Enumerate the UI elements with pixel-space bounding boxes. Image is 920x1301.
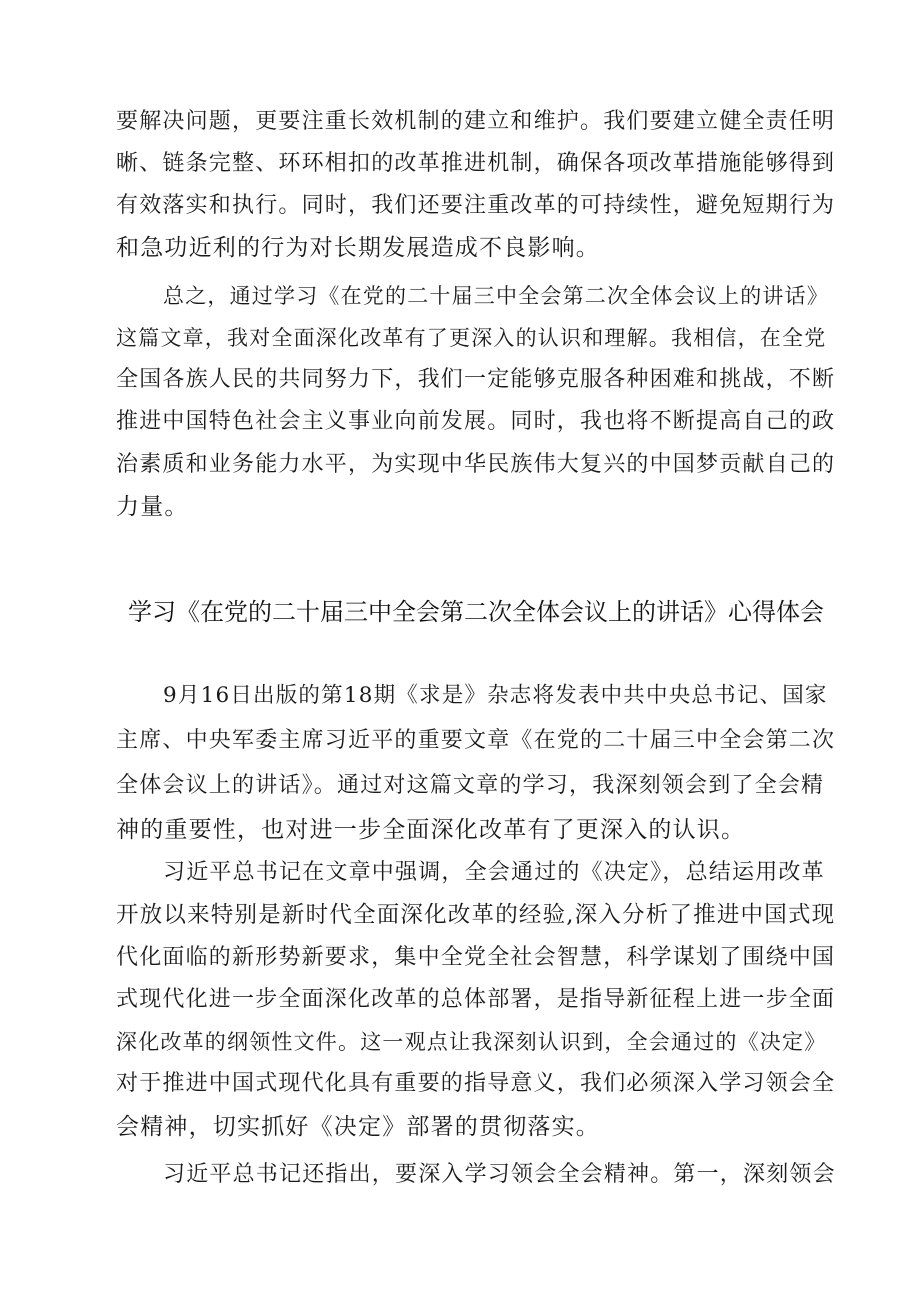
paragraph-line: 和急功近利的行为对长期发展造成不良影响。 <box>116 235 600 261</box>
paragraph-line: 会精神，切实抓好《决定》部署的贯彻落实。 <box>116 1114 600 1140</box>
paragraph-line: 全国各族人民的共同努力下，我们一定能够克服各种困难和挑战，不断 <box>116 367 836 392</box>
paragraph-line: 要解决问题，更要注重长效机制的建立和维护。我们要建立健全责任明 <box>116 109 836 134</box>
paragraph-line: 习近平总书记在文章中强调，全会通过的《决定》，总结运用改革 <box>163 860 825 885</box>
paragraph-line: 全体会议上的讲话》。通过对这篇文章的学习，我深刻领会到了全会精 <box>116 773 825 798</box>
paragraph-line: 深化改革的纲领性文件。这一观点让我深刻认识到，全会通过的《决定》 <box>116 1030 827 1054</box>
paragraph-line: 推进中国特色社会主义事业向前发展。同时，我也将不断提高自己的政 <box>116 409 836 434</box>
paragraph-line: 这篇文章，我对全面深化改革有了更深入的认识和理解。我相信，在全党 <box>116 326 827 350</box>
paragraph-line: 主席、中央军委主席习近平的重要文章《在党的二十届三中全会第二次 <box>116 728 836 753</box>
paragraph-line: 式现代化进一步全面深化改革的总体部署，是指导新征程上进一步全面 <box>116 987 836 1012</box>
paragraph-line: 习近平总书记还指出，要深入学习领会全会精神。第一，深刻领会 <box>163 1162 836 1187</box>
article-heading: 学习《在党的二十届三中全会第二次全体会议上的讲话》心得体会 <box>128 598 824 626</box>
paragraph-line: 力量。 <box>116 494 189 520</box>
paragraph-line: 有效落实和执行。同时，我们还要注重改革的可持续性，避免短期行为 <box>116 193 836 218</box>
paragraph-line: 开放以来特别是新时代全面深化改革的经验,深入分析了推进中国式现 <box>116 902 836 928</box>
paragraph-line: 对于推进中国式现代化具有重要的指导意义，我们必须深入学习领会全 <box>116 1071 836 1096</box>
paragraph-line: 代化面临的新形势新要求，集中全党全社会智慧，科学谋划了围绕中国 <box>116 945 836 970</box>
paragraph-line: 总之，通过学习《在党的二十届三中全会第二次全体会议上的讲话》 <box>163 284 829 308</box>
paragraph-line: 神的重要性，也对进一步全面深化改革有了更深入的认识。 <box>116 817 746 843</box>
paragraph-line: 9月16日出版的第18期《求是》杂志将发表中共中央总书记、国家 <box>163 683 828 708</box>
paragraph-line: 治素质和业务能力水平，为实现中华民族伟大复兴的中国梦贡献自己的 <box>116 452 836 477</box>
paragraph-line: 晰、链条完整、环环相扣的改革推进机制，确保各项改革措施能够得到 <box>116 151 836 176</box>
